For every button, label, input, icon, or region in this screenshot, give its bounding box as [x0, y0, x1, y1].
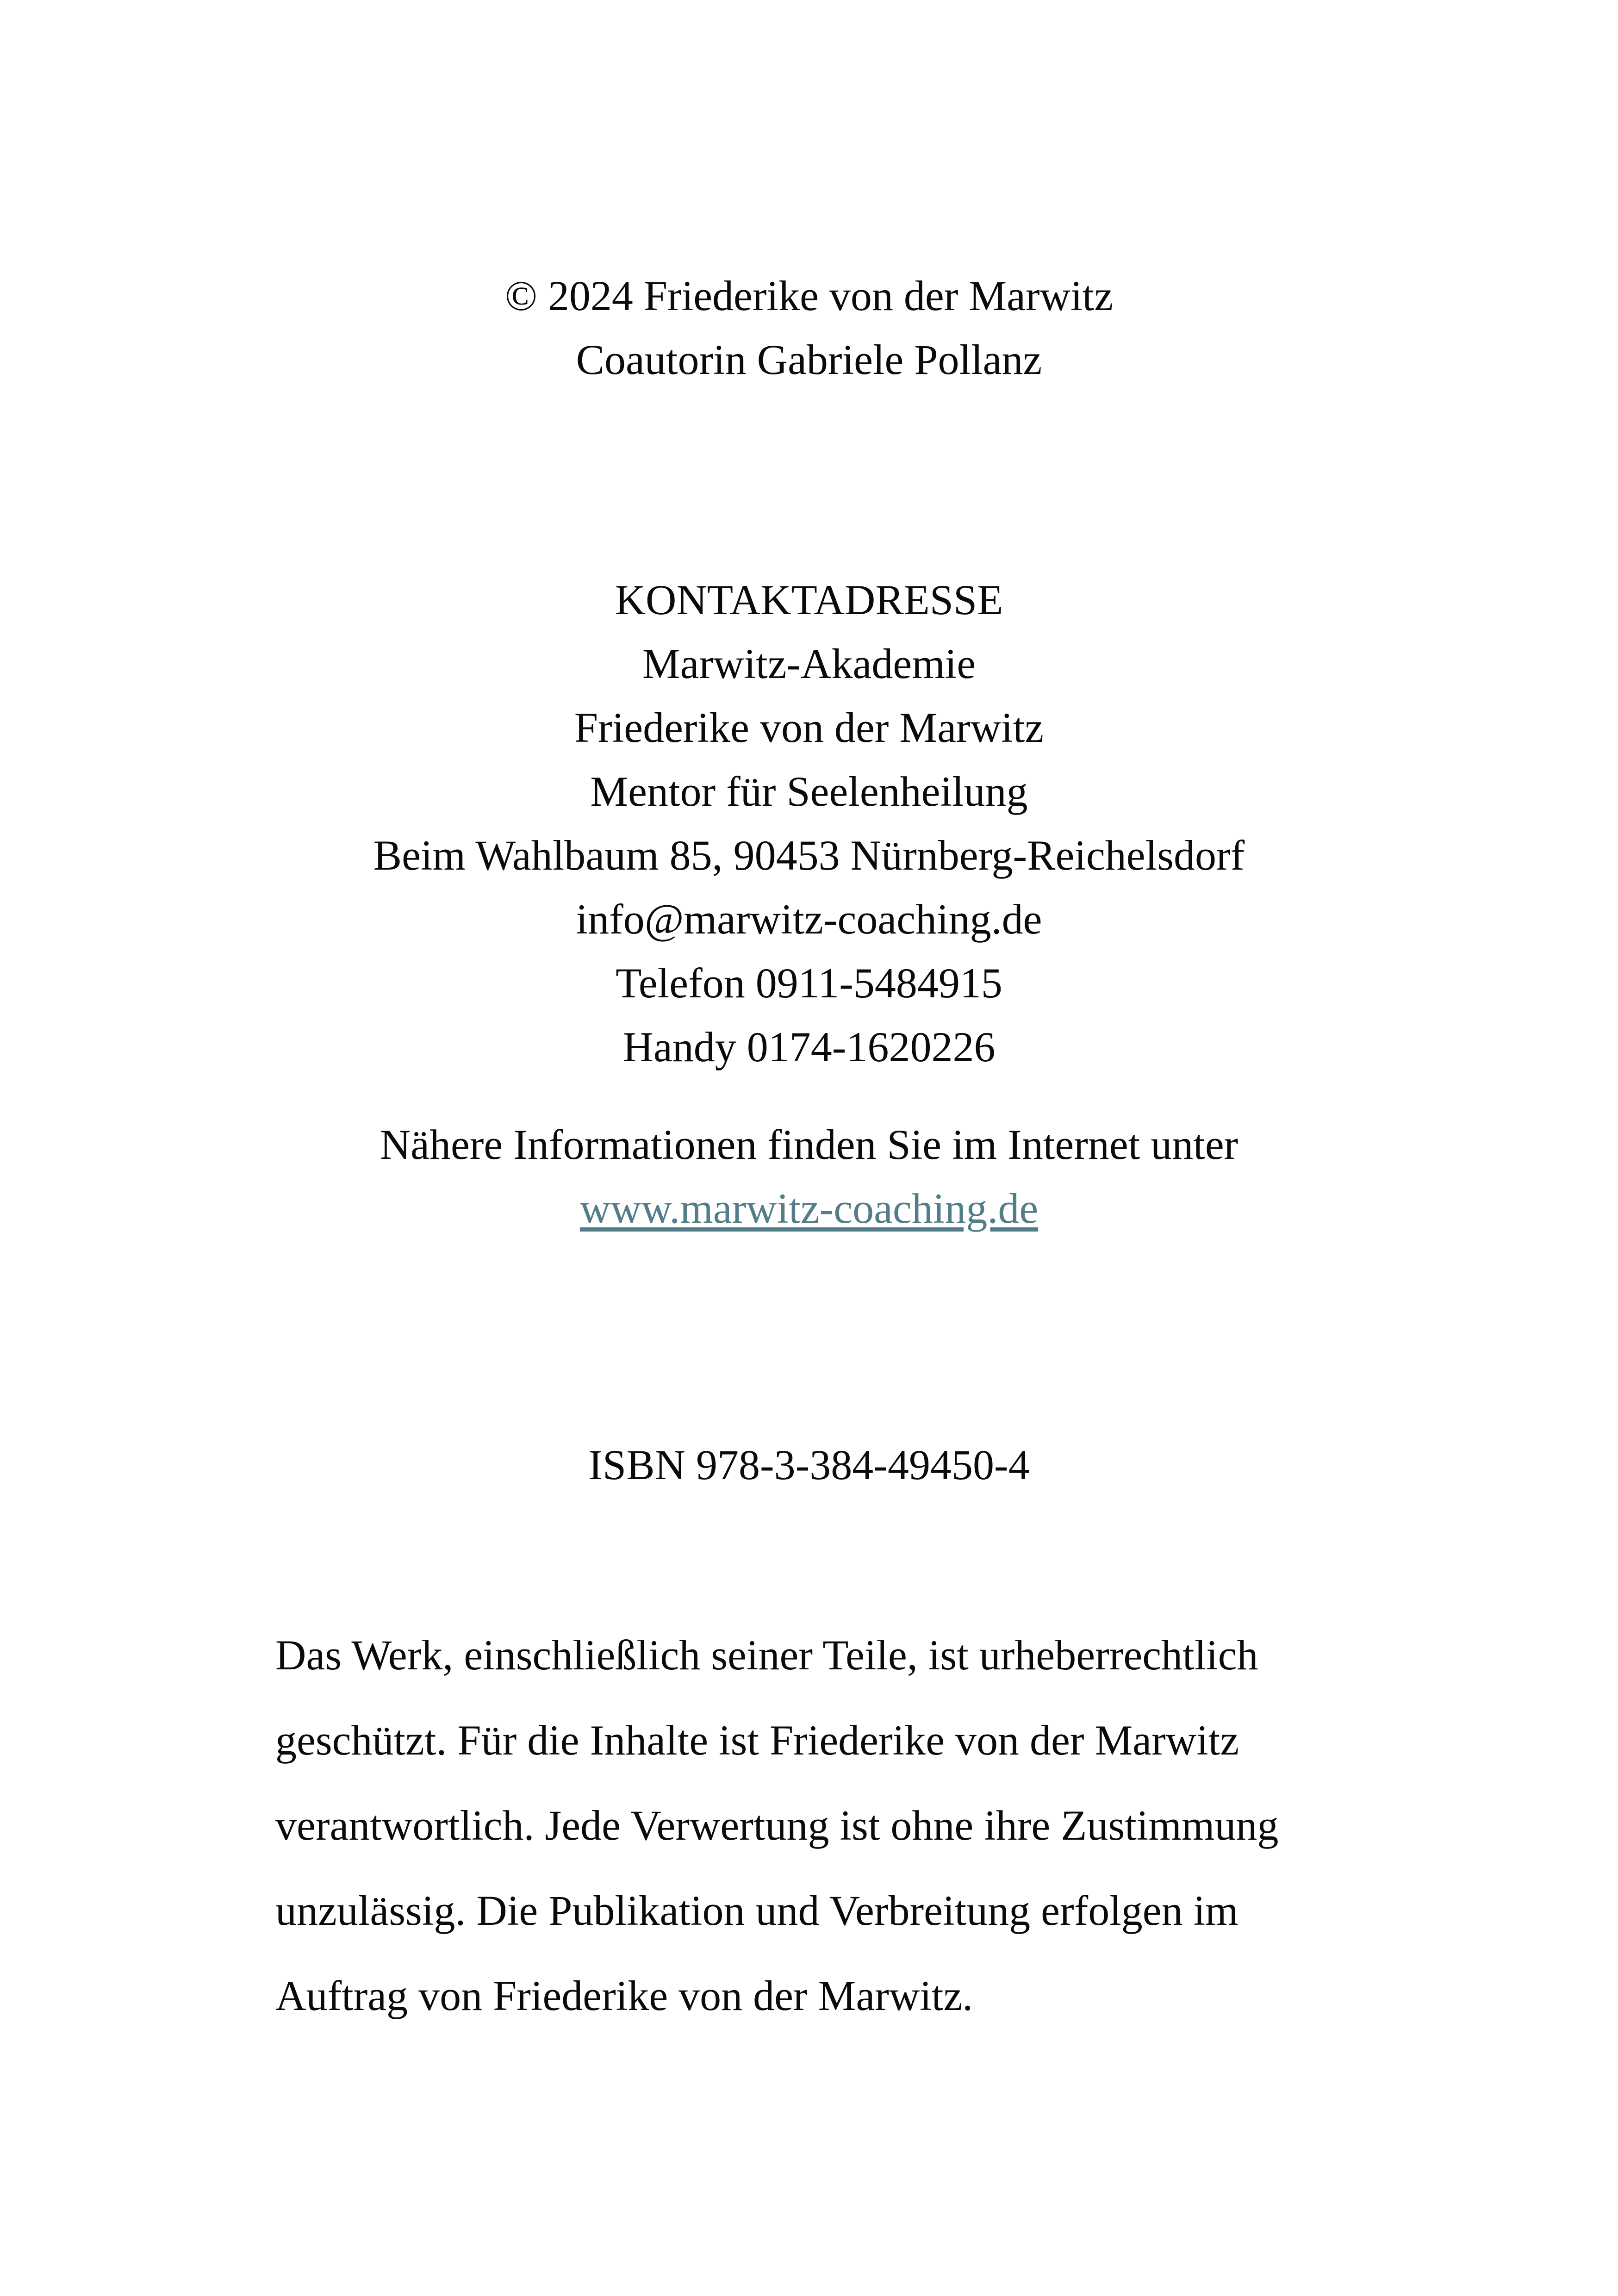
- contact-role: Mentor für Seelenheilung: [590, 768, 1028, 815]
- contact-email: info@marwitz-coaching.de: [576, 896, 1042, 943]
- website-link[interactable]: www.marwitz-coaching.de: [579, 1185, 1039, 1232]
- isbn-number: ISBN 978-3-384-49450-4: [588, 1441, 1030, 1488]
- contact-street-address: Beim Wahlbaum 85, 90453 Nürnberg-Reichelsdorf: [373, 832, 1245, 879]
- contact-mobile: Handy 0174-1620226: [622, 1023, 996, 1070]
- copyright-line: © 2024 Friederike von der Marwitz: [504, 272, 1114, 319]
- internet-info-block: [0, 1113, 1618, 1240]
- legal-notice: Das Werk, einschließlich seiner Teile, ist urheberrechtlich geschützt. Für die Inhalte ist Friederike von der Marwitz verantwortlich. Jede Verwertung ist ohne ihre Zustimmung unzulässig. Die Publikation und Verbreitung erfolgen im Auftrag von Friederike von der Marwitz.: [275, 1631, 1279, 2019]
- coauthor-line: Coautorin Gabriele Pollanz: [576, 336, 1042, 383]
- contact-address-block: [0, 568, 1618, 1079]
- contact-academy: Marwitz-Akademie: [642, 640, 976, 687]
- contact-person: Friederike von der Marwitz: [574, 704, 1044, 751]
- internet-note: Nähere Informationen finden Sie im Internet unter: [380, 1121, 1238, 1168]
- copyright-block: [0, 264, 1618, 392]
- contact-heading: KONTAKTADRESSE: [615, 576, 1003, 623]
- isbn-block: [0, 1433, 1618, 1497]
- contact-phone: Telefon 0911-5484915: [616, 959, 1002, 1007]
